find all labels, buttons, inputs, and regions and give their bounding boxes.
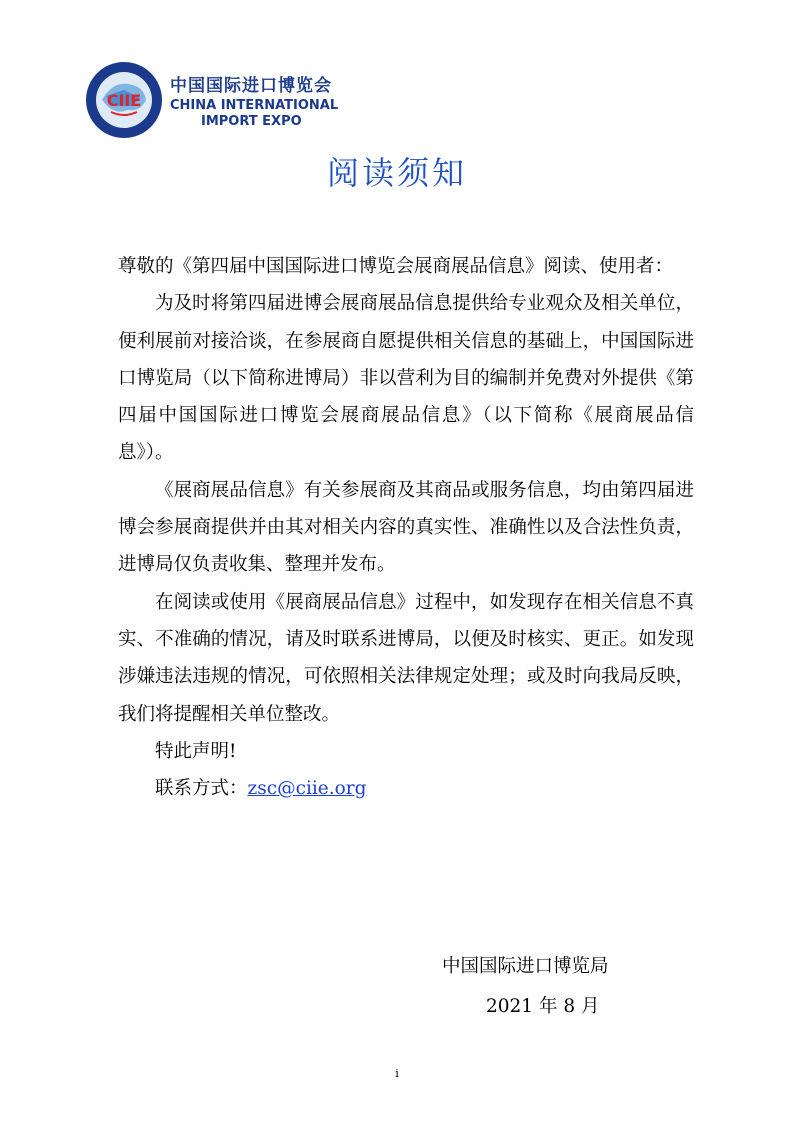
paragraph-2: 《展商展品信息》有关参展商及其商品或服务信息，均由第四届进博会参展商提供并由其对相关内容的真实性、准确性以及合法性负责，进博局仅负责收集、整理并发布。 (118, 479, 694, 576)
salutation: 尊敬的《第四届中国国际进口博览会展商展品信息》阅读、使用者： (118, 256, 674, 277)
contact-label: 联系方式： (155, 778, 248, 800)
svg-text:CIIE: CIIE (106, 91, 142, 110)
paragraph-1: 为及时将第四届进博会展商展品信息提供给专业观众及相关单位，便利展前对接洽谈，在参展商自愿提供相关信息的基础上，中国国际进口博览局（以下简称进博局）非以营利为目的编制并免费对外提供《第四届中国国际进口博览会展商展品信息》（以下简称《展商展品信息》）。 (118, 293, 694, 464)
ciie-logo (84, 60, 344, 140)
signature-date: 2021 年 8 月 (486, 996, 600, 1017)
contact-email-link[interactable]: zsc@ciie.org (247, 778, 367, 800)
ciie-emblem-icon (84, 60, 164, 140)
logo-wordmark (170, 76, 338, 130)
notice-body (118, 248, 694, 807)
signature-block (442, 947, 652, 1027)
logo-english-line-2: IMPORT EXPO (201, 114, 302, 129)
logo-english-line-1: CHINA INTERNATIONAL (170, 98, 339, 113)
signature-org: 中国国际进口博览局 (442, 956, 609, 977)
contact-line (118, 770, 694, 807)
paragraph-3: 在阅读或使用《展商展品信息》过程中，如发现存在相关信息不真实、不准确的情况，请及时联系进博局，以便及时核实、更正。如发现涉嫌违法违规的情况，可依照相关法律规定处理；或及时向我局反映，我们将提醒相关单位整改。 (118, 591, 694, 725)
logo-chinese-name: 中国国际进口博览会 (170, 76, 332, 96)
page-title: 阅读须知 (326, 154, 467, 192)
declaration: 特此声明! (155, 740, 237, 762)
page-number: i (395, 1067, 399, 1080)
